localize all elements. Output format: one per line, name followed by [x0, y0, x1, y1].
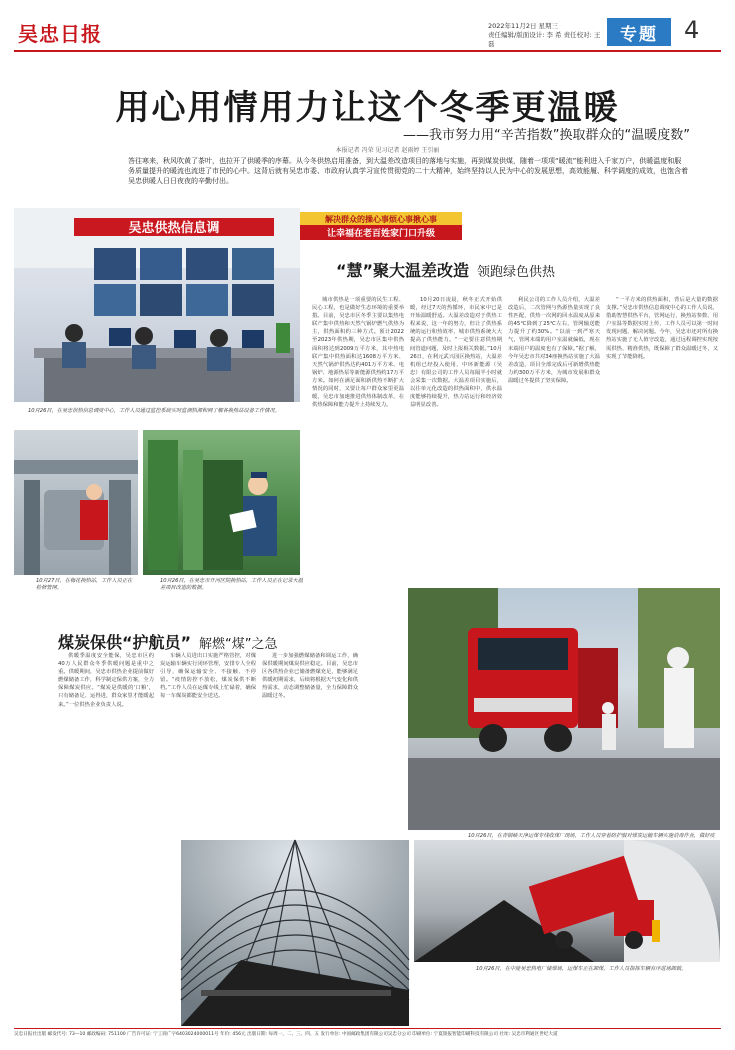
section2-column-1: 供暖季温度安全能保，吴忠市区约40万人民群众冬季供暖问题是重中之重。供暖期间，吴忠市供热企业提前做好燃煤储备工作，科学制定保供方案，全力保障煤炭供应。“煤炭是供暖的‘口粮’，只有储备足、运得进，群众家里才能暖起来。”一位供热企业负责人说。: [58, 653, 154, 708]
masthead-logo: 吴忠日报: [18, 22, 102, 46]
headline: 用心用情用力让这个冬季更温暖: [115, 88, 620, 128]
caption-pipe-maintenance: 10月27日，在梅花换热站，工作人员正在检修管网。: [36, 578, 133, 591]
banner-line-1: 解决群众的操心事烦心事揪心事: [300, 212, 462, 226]
section1-title-main: “慧”聚大温差改造: [336, 261, 470, 280]
photo-pipe-maintenance: [14, 430, 138, 575]
section2-subtitle: 解燃“煤”之急: [199, 637, 278, 652]
control-room-illustration: [14, 208, 300, 402]
footer-imprint: 吴忠日报社出版 邮发代号: 73—10 邮政编码: 751100 广告许可证: 宁工商广字6403024000011号 年价: 456元 出版日期: 每周一、二、三、四、五 发行单位: 中国邮政集团有限公司吴忠分公司 印刷单位: 宁夏银报智能印刷科技有限公司 社址: 吴忠市利通区世纪大道: [14, 1032, 558, 1037]
top-rule: [14, 50, 721, 52]
pipe-illustration: [14, 430, 138, 575]
byline: 本报记者 冯荣 见习记者 赵雨婷 王引丽: [335, 147, 440, 154]
date-line: 2022年11月2日 星期三: [488, 22, 559, 30]
truck-illustration: [408, 588, 720, 830]
subhead: ——我市努力用“辛苦指数”换取群众的“温暖度数”: [403, 128, 690, 143]
caption-data-recording: 10月26日，在吴忠市开河区院换热站，工作人员正在记录大温差项目改造的数据。: [160, 578, 303, 591]
lead-paragraph: 答往寒来，秋风吹黄了茶叶，也拉开了供暖季的序幕。从今冬供热启用准备，到大温差改造项目的落地与实施，再到煤炭供煤，随着一项项“暖流”能利进入千家万户，供暖温度和服务质量提升的暖流也流进了市民的心中。这背后就有吴忠市委、市政府认真学习宣传贯彻党的二十大精神，始终坚持以人民为中心的发展思想，高效能履、科学调度的成效，也饱含着吴忠供暖人日日夜夜的辛勤付出。: [128, 157, 688, 185]
section2-title-main: 煤炭保供“护航员”: [58, 633, 192, 652]
caption-control-room: 10月26日，在吴忠供热信息调度中心，工作人员通过监控系统实时监测热源和网了解各换热站设备工作情况。: [28, 408, 280, 414]
dome-illustration: [181, 840, 409, 1026]
photo-unloading-truck: [414, 840, 720, 962]
unloading-illustration: [414, 840, 720, 962]
photo-coal-storage-dome: [181, 840, 409, 1026]
page-number: 4: [684, 16, 700, 44]
section1-title: [336, 258, 555, 281]
caption-unloading-truck: 10月26日，在中能吴忠热电厂储煤场，运煤车正在卸煤，工作人员指挥车辆有序进场卸载。: [476, 966, 687, 972]
editors-line: 责任编辑/版面设计: 李 希 责任校对: 王 磊: [488, 31, 601, 48]
section1-subtitle: 领跑绿色供热: [477, 265, 556, 280]
caption-coal-truck: 10月26日，在青铜峡天净运煤专线收煤厂现场，工作人员穿着防护服对煤炭运输车辆实施消毒作业，做好疫: [468, 833, 715, 839]
section-tag: 专题: [607, 18, 671, 46]
photo-control-room: [14, 208, 300, 402]
banner-line-2: 让幸福在老百姓家门口升级: [300, 225, 462, 240]
section1-column-1: 城市供热是一项重要的民生工程、民心工程，也是做好生态环境的重要举措。目前，吴忠市区冬季主要以集热电联产集中供热和天然气锅炉燃气供热为主，供热面积约三种方式。预计2022至2023年供热期，吴忠市区集中供热面积将达到2009万平方米，其中热电联产集中供热面积达1608万平方米、天然气锅炉供热达约401万平方米、电锅炉、地源热泵等新能源供热约17万平方米。如何在满足面积新供热不断扩大情况的同时，又要让每户群众家里更温暖，吴忠市加速推进供热体制改革，在供热保障和能力提升上持续发力。: [312, 297, 404, 409]
header-meta: [488, 22, 608, 49]
photo-data-recording: [143, 430, 300, 575]
section2-title: [58, 630, 278, 653]
photo-coal-truck: [408, 588, 720, 830]
footer-rule: [14, 1028, 721, 1029]
section1-column-4: “一平方米的供热面积，背后是大量的数据支撑。”吴忠市供热信息调度中心的工作人员说，借助智慧供热平台，管网运行、换热站参数、用户室温等数据实时上传，工作人员可以第一时间发现问题、解决问题。今年，吴忠市还对所有换热站实施了无人值守改造，通过远程调控实现按需供热、精准供热，既保障了群众温暖过冬，又实现了节能降耗。: [606, 297, 718, 360]
section2-column-2: 车辆人员进出口实施严格管控，对煤炭运输车辆实行闭环管理，安排专人全程引导，确保运输安全、不接触、不停留。“疫情防控不放松，煤炭保供不断档。”工作人员在运煤专线上忙碌着，确保每一车煤炭都能安全送达。: [160, 653, 256, 700]
section1-column-3: 利民公司的工作人员介绍，大温差改造后，二次管网与热源热量实现了良性匹配，供热一次网的回水温度从原来的45℃降到了25℃左右，管网输送能力提升了约30%。“以前一到严寒天气，管网末端的用户室温就偏低，现在末端用户的温度也有了保障。”据了解，今年吴忠市共对34座换热站实施了大温差改造，项目全部完成后可新增供热能力约300万平方米，为城市发展和群众温暖过冬提供了坚实保障。: [508, 297, 600, 384]
photo1-sign: 吴忠供热信息调: [128, 221, 220, 236]
section1-column-2: 10月20日凌晨，秋冬正式开始供暖，经过7天的热循环，市民家中已是开始温暖舒适。大温差改造对于供热工程来说，这一年的努力，但让了供热系统的运行和热效率，城市供热系统大大提高了供热能力。“一定要注意供热期间管道问题，及时上报相关数据。”10月26日，在利元武兴园区换热站，大温差机组已经投入使用，中环新能源（吴忠）有限公司的工作人员每隔半小时就会采集一次数据。大温差项目实施后，以往单元化改造的供热面积中，供水温度能够持续提升，热力站运行和经济效益明显改善。: [410, 297, 502, 409]
section2-column-3: 进一步加强燃煤储备和调运工作，确保供暖期间煤炭供应稳定。目前，吴忠市区各供热企业已储备燃煤充足，能够满足供暖初期需求，后续将根据天气变化和供热需求，动态调整储备量，全力保障群众温暖过冬。: [262, 653, 358, 700]
recording-illustration: [143, 430, 300, 575]
